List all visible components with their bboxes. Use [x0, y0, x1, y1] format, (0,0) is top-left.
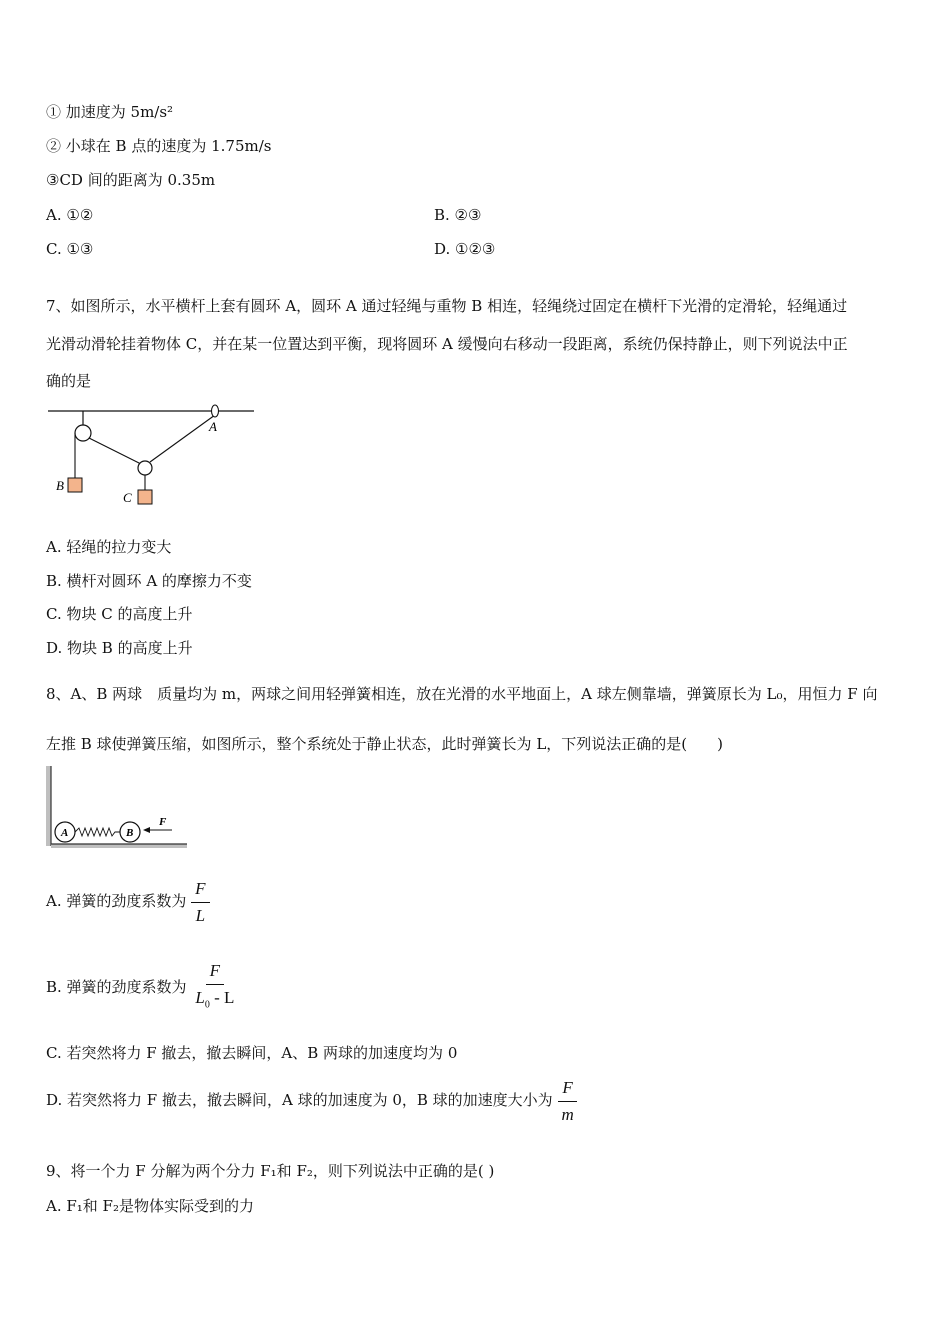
den-rest: - L [209, 988, 235, 1007]
q8-option-a-text: A. 弹簧的劲度系数为 [46, 892, 187, 910]
q8-stem-line-2: 左推 B 球使弹簧压缩，如图所示，整个系统处于静止状态，此时弹簧长为 L，下列说法正确的是( ) [46, 735, 723, 753]
fraction-denominator: m [561, 1104, 574, 1124]
label-ball-b: B [126, 827, 134, 839]
fraction-f-over-l [191, 879, 209, 926]
q7-option-b: B. 横杆对圆环 A 的摩擦力不变 [46, 572, 252, 590]
q8-option-b-text: B. 弹簧的劲度系数为 [46, 978, 187, 997]
fraction-f-over-l0-minus-l [191, 961, 238, 1015]
q7-stem-line-2: 光滑动滑轮挂着物体 C，并在某一位置达到平衡，现将圆环 A 缓慢向右移动一段距离，系统仍保持静止，则下列说法中正 [46, 335, 848, 353]
fraction-numerator: F [191, 879, 209, 903]
arrow-head [143, 827, 150, 833]
q7-pulley-figure [44, 398, 260, 510]
den-l: L [195, 988, 205, 1007]
q7-option-c: C. 物块 C 的高度上升 [46, 605, 193, 623]
label-ball-a: A [61, 827, 69, 839]
fraction-denominator [191, 985, 238, 1015]
label-c: C [123, 490, 132, 505]
q6-option-d: D. ①②③ [434, 240, 496, 258]
q8-option-d-text: D. 若突然将力 F 撤去，撤去瞬间，A 球的加速度为 0，B 球的加速度大小为 [46, 1091, 553, 1109]
q7-option-a: A. 轻绳的拉力变大 [46, 538, 172, 556]
q6-option-a: A. ①② [46, 206, 94, 224]
den-subscript: 0 [204, 999, 210, 1011]
q9-stem: 9、将一个力 F 分解为两个分力 F₁和 F₂，则下列说法中正确的是( ) [46, 1162, 495, 1180]
fraction-denominator: L [195, 905, 206, 925]
label-a: A [209, 419, 217, 434]
q8-spring-figure [44, 764, 192, 854]
block-c [138, 490, 152, 504]
rope-pulley-to-c [89, 438, 145, 466]
block-b [68, 478, 82, 492]
spring [75, 828, 120, 836]
q6-option-c: C. ①③ [46, 240, 94, 258]
q6-statement-2: ② 小球在 B 点的速度为 1.75m/s [46, 137, 272, 155]
q7-stem-line-1: 7、如图所示，水平横杆上套有圆环 A，圆环 A 通过轻绳与重物 B 相连，轻绳绕过固定在横杆下光滑的定滑轮，轻绳通过 [46, 297, 848, 315]
q6-statement-3: ③CD 间的距离为 0.35m [46, 171, 216, 189]
q7-option-d: D. 物块 B 的高度上升 [46, 639, 193, 657]
fraction-numerator: F [206, 961, 224, 985]
ring-a [212, 405, 219, 417]
q8-option-d [46, 1077, 578, 1125]
q8-option-b [46, 961, 238, 1015]
movable-pulley [138, 461, 152, 475]
q7-stem-line-3: 确的是 [46, 372, 92, 390]
label-force: F [159, 816, 167, 828]
fraction-f-over-m [557, 1078, 577, 1125]
q8-option-a [46, 878, 210, 926]
rope-a-to-c [150, 415, 215, 462]
q6-statement-1: ① 加速度为 5m/s² [46, 103, 174, 121]
q8-stem-line-1: 8、A、B 两球 质量均为 m，两球之间用轻弹簧相连，放在光滑的水平地面上，A 球左侧靠墙，弹簧原长为 L₀，用恒力 F 向 [46, 685, 878, 703]
label-b: B [56, 478, 64, 493]
q6-option-b: B. ②③ [434, 206, 482, 224]
fixed-pulley [75, 425, 91, 441]
fraction-numerator: F [558, 1078, 576, 1102]
wall-hatch [46, 766, 51, 846]
q8-option-c: C. 若突然将力 F 撤去，撤去瞬间，A、B 两球的加速度均为 0 [46, 1044, 458, 1062]
q9-option-a: A. F₁和 F₂是物体实际受到的力 [46, 1197, 254, 1215]
